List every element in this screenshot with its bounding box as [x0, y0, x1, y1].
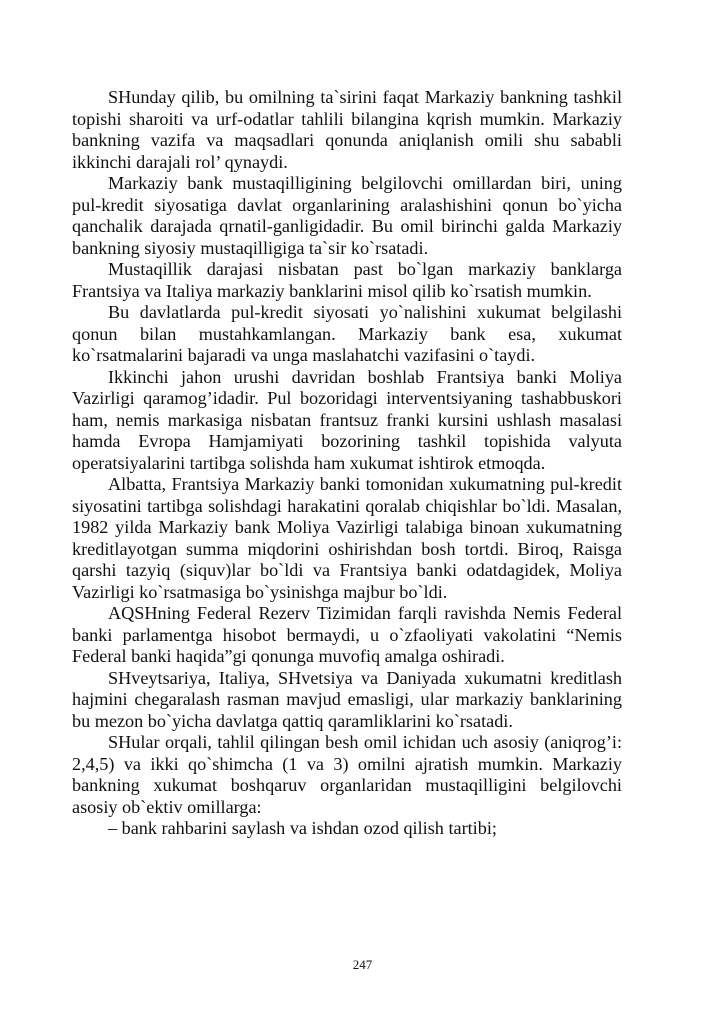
paragraph-8: SHveytsariya, Italiya, SHvetsiya va Daniyada xukumatni kreditlash hajmini chegaralash rasman mavjud emasligi, ular markaziy banklarining bu mezon bo`yicha davlatga qattiq qaramliklarini ko`rsatadi.: [72, 667, 622, 731]
page-number: 247: [352, 957, 373, 972]
paragraph-1: SHunday qilib, bu omilning ta`sirini faqat Markaziy bankning tashkil topishi sharoiti va urf-odatlar tahlili bilangina kqrish mumkin. Markaziy bankning vazifa va maqsadlari qonunda aniqlanish omili shu sababli ikkinchi darajali rol’ qynaydi.: [72, 87, 622, 172]
list-item: – bank rahbarini saylash va ishdan ozod qilish tartibi;: [108, 818, 497, 838]
paragraph-7: AQSHning Federal Rezerv Tizimidan farqli ravishda Nemis Federal banki parlamentga hisobot bermaydi, u o`zfaoliyati vakolatini “Nemis Federal banki haqida”gi qonunga muvofiq amalga oshiradi.: [72, 603, 622, 666]
paragraph-3: Mustaqillik darajasi nisbatan past bo`lgan markaziy banklarga Frantsiya va Italiya markaziy banklarini misol qilib ko`rsatish mumkin.: [72, 259, 622, 301]
paragraph-6: Albatta, Frantsiya Markaziy banki tomonidan xukumatning pul-kredit siyosatini tartibga solishdagi harakatini qoralab chiqishlar bo`ldi. Masalan, 1982 yilda Markaziy bank Moliya Vazirligi talabiga binoan xukumatning kreditlayotgan summa miqdorini oshirishdan bosh tortdi. Biroq, Raisga qarshi tazyiq (siquv)lar bo`ldi va Frantsiya banki odatdagidek, Moliya Vazirligi ko`rsatmasiga bo`ysinishga majbur bo`ldi.: [72, 474, 622, 602]
paragraph-9: SHular orqali, tahlil qilingan besh omil ichidan uch asosiy (aniqrog’i: 2,4,5) va ikki qo`shimcha (1 va 3) omilni ajratish mumkin. Markaziy bankning xukumat boshqaruv organlaridan mustaqilligini belgilovchi asosiy ob`ektiv omillarga:: [72, 732, 622, 817]
paragraph-2: Markaziy bank mustaqilligining belgilovchi omillardan biri, uning pul-kredit siyosatiga davlat organlarining aralashishini qonun bo`yicha qanchalik darajada qrnatil-ganligidadir. Bu omil birinchi galda Markaziy bankning siyosiy mustaqilligiga ta`sir ko`rsatadi.: [72, 173, 622, 258]
paragraph-5: Ikkinchi jahon urushi davridan boshlab Frantsiya banki Moliya Vazirligi qaramog’idadir. Pul bozoridagi interventsiyaning tashabbuskori ham, nemis markasiga nisbatan frantsuz franki kursini ushlash masalasi hamda Evropa Hamjamiyati bozorining tashkil topishida valyuta operatsiyalarini tartibga solishda ham xukumat ishtirok etmoqda.: [72, 366, 622, 473]
document-body: [72, 87, 622, 840]
paragraph-4: Bu davlatlarda pul-kredit siyosati yo`nalishini xukumat belgilashi qonun bilan mustahkamlangan. Markaziy bank esa, xukumat ko`rsatmalarini bajaradi va unga maslahatchi vazifasini o`taydi.: [72, 302, 622, 365]
